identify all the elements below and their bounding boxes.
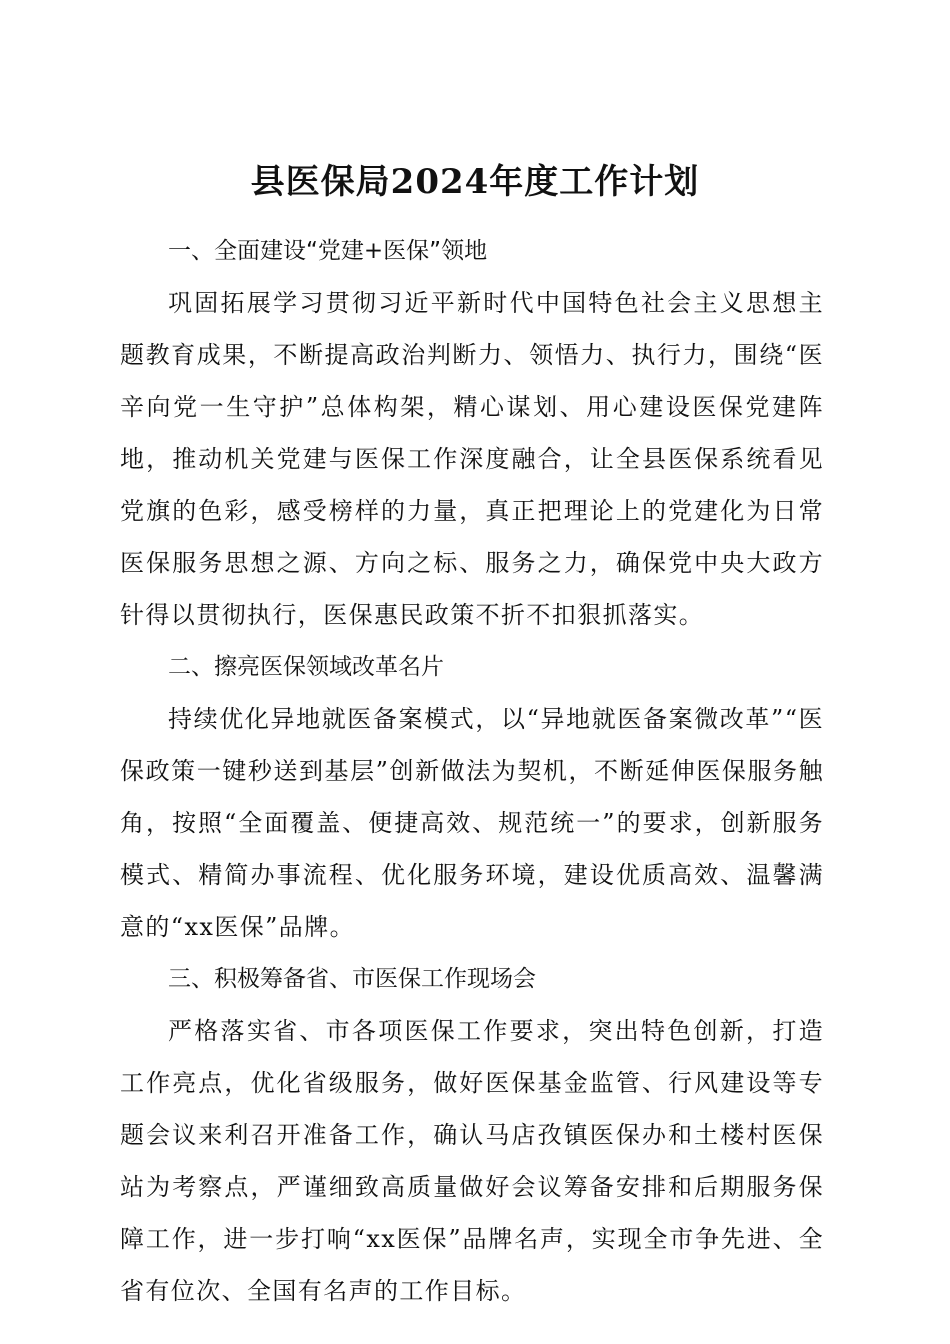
- document-body: [120, 225, 824, 1317]
- section-heading-2: 二、擦亮医保领域改革名片: [168, 654, 444, 680]
- section-paragraph-3: 严格落实省、市各项医保工作要求，突出特色创新，打造工作亮点，优化省级服务，做好医保基金监管、行风建设等专题会议来利召开准备工作，确认马店孜镇医保办和土楼村医保站为考察点，严谨细致高质量做好会议筹备安排和后期服务保障工作，进一步打响“xx医保”品牌名声，实现全市争先进、全省有位次、全国有名声的工作目标。: [120, 1017, 824, 1305]
- section-paragraph-1: 巩固拓展学习贯彻习近平新时代中国特色社会主义思想主题教育成果，不断提高政治判断力、领悟力、执行力，围绕“医辛向党一生守护”总体构架，精心谋划、用心建设医保党建阵地，推动机关党建与医保工作深度融合，让全县医保系统看见党旗的色彩，感受榜样的力量，真正把理论上的党建化为日常医保服务思想之源、方向之标、服务之力，确保党中央大政方针得以贯彻执行，医保惠民政策不折不扣狠抓落实。: [120, 289, 824, 629]
- section-heading-1: 一、全面建设“党建+医保”领地: [168, 238, 488, 264]
- document-title: 县医保局2024年度工作计划: [250, 161, 700, 202]
- section-paragraph-2: 持续优化异地就医备案模式，以“异地就医备案微改革”“医保政策一键秒送到基层”创新做法为契机，不断延伸医保服务触角，按照“全面覆盖、便捷高效、规范统一”的要求，创新服务模式、精简办事流程、优化服务环境，建设优质高效、温馨满意的“xx医保”品牌。: [120, 705, 824, 941]
- section-heading-3: 三、积极筹备省、市医保工作现场会: [168, 966, 536, 992]
